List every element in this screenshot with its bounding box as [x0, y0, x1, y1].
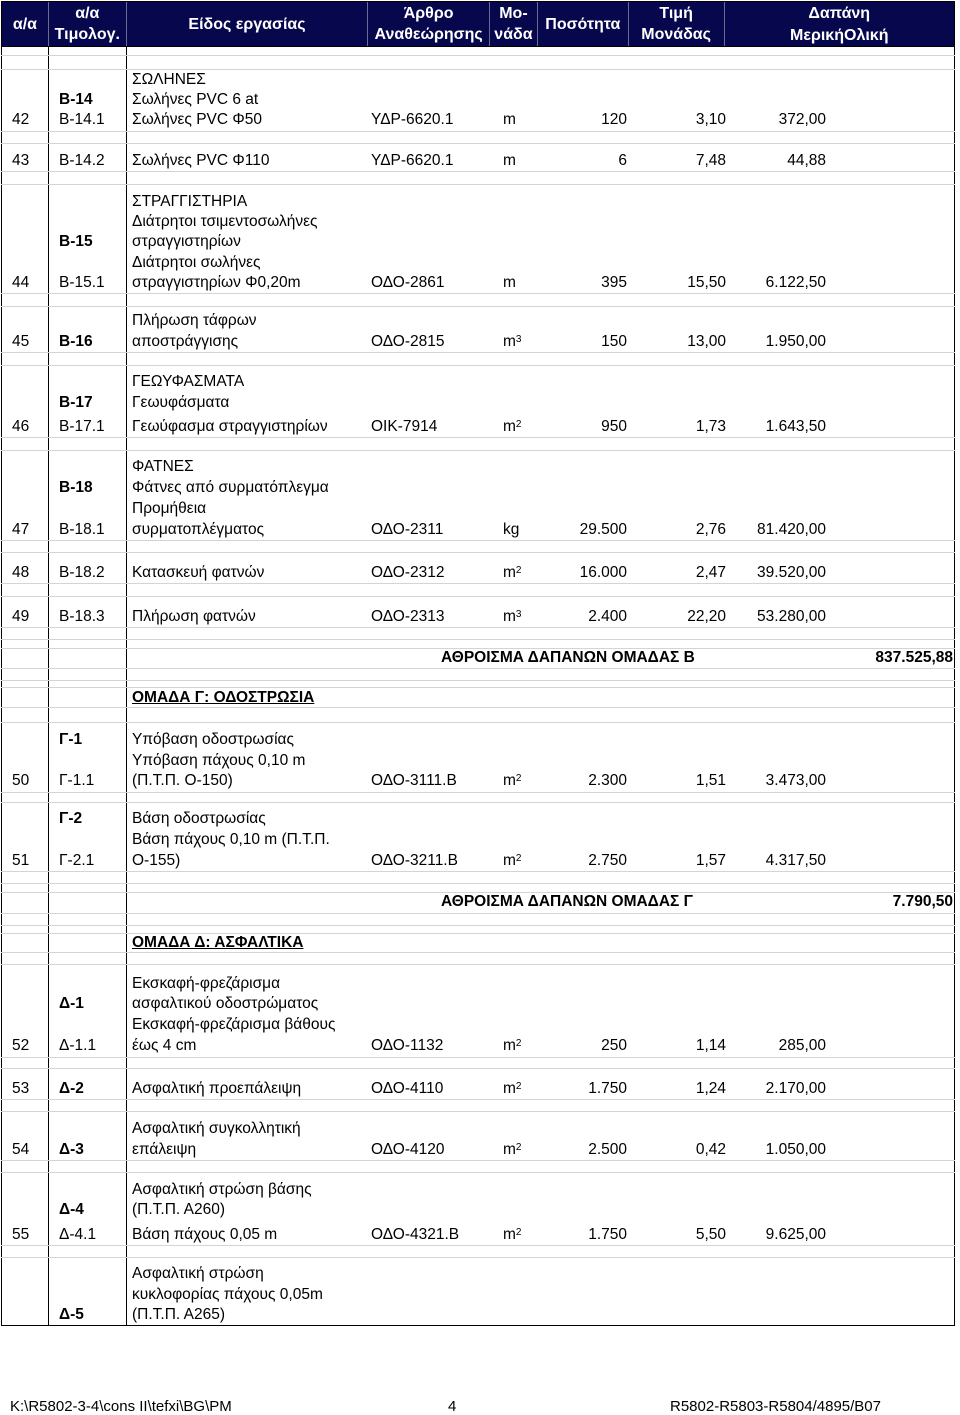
row-separator — [1, 1099, 955, 1100]
work-description: Διάτρητοι σωλήνες — [132, 254, 261, 271]
partial-cost: 1.950,00 — [765, 333, 826, 350]
row-separator — [1, 293, 955, 294]
footer-file-path: K:\R5802-3-4\cons II\tefxi\BG\PM — [10, 1398, 232, 1415]
item-code: Β-18.2 — [59, 564, 105, 581]
work-description: Ασφαλτική στρώση — [132, 1265, 264, 1282]
work-description: ΣΤΡΑΓΓΙΣΤΗΡΙΑ — [132, 193, 248, 210]
item-code: Β-17 — [59, 394, 93, 411]
item-code: Β-17.1 — [59, 418, 105, 435]
row-separator — [1, 437, 955, 438]
unit: m — [503, 111, 516, 128]
unit-exponent: 2 — [515, 773, 522, 784]
row-separator — [1, 802, 955, 803]
row-separator — [1, 365, 955, 366]
row-separator — [1, 55, 955, 56]
header-arthro: Άρθρο Αναθεώρησης — [368, 2, 490, 46]
partial-cost: 39.520,00 — [757, 564, 826, 581]
unit-price: 0,42 — [695, 1141, 726, 1158]
row-number: 53 — [12, 1080, 30, 1097]
item-code: Β-16 — [59, 333, 93, 350]
unit: m — [503, 274, 516, 291]
unit-price: 2,76 — [695, 521, 726, 538]
item-code: Β-18.3 — [59, 608, 105, 625]
revision-article: ΥΔΡ-6620.1 — [371, 111, 454, 128]
row-separator — [1, 925, 955, 926]
footer-reference: R5802-R5803-R5804/4895/B07 — [670, 1398, 881, 1415]
quantity: 1.750 — [588, 1226, 627, 1243]
row-number: 50 — [12, 772, 30, 789]
row-separator — [1, 131, 955, 132]
header-dapani — [725, 2, 955, 46]
row-separator — [1, 1172, 955, 1173]
quantity: 2.500 — [588, 1141, 627, 1158]
row-number: 54 — [12, 1141, 30, 1158]
row-separator — [1, 627, 955, 628]
group-total: 7.790,50 — [892, 893, 953, 910]
row-separator — [1, 1111, 955, 1112]
row-number: 45 — [12, 333, 30, 350]
row-number: 44 — [12, 274, 30, 291]
partial-cost: 9.625,00 — [765, 1226, 826, 1243]
item-code: Δ-4.1 — [59, 1226, 97, 1243]
revision-article: ΟΔΟ-4110 — [371, 1080, 444, 1097]
item-code: Β-14.2 — [59, 152, 105, 169]
work-description: ΟΜΑΔΑ Δ: ΑΣΦΑΛΤΙΚΑ — [132, 934, 304, 951]
group-sum-label: ΑΘΡΟΙΣΜΑ ΔΑΠΑΝΩΝ ΟΜΑΔΑΣ Β — [441, 649, 695, 666]
item-code: Β-15 — [59, 233, 93, 250]
unit-exponent: 3 — [515, 609, 522, 620]
work-description: Σωλήνες PVC 6 at — [132, 91, 259, 108]
row-separator — [1, 722, 955, 723]
row-number: 46 — [12, 418, 30, 435]
work-description: στραγγιστηρίων — [132, 233, 241, 250]
revision-article: ΟΔΟ-2861 — [371, 274, 445, 291]
row-separator — [1, 540, 955, 541]
unit: $m^2$ — [503, 564, 522, 581]
header-aa: α/α — [2, 2, 49, 46]
work-description: έως 4 cm — [132, 1037, 197, 1054]
partial-cost: 1.050,00 — [765, 1141, 826, 1158]
work-description: Ασφαλτική προεπάλειψη — [132, 1080, 302, 1097]
unit: m — [503, 152, 516, 169]
row-number: 47 — [12, 521, 30, 538]
unit-exponent: 2 — [515, 419, 522, 430]
header-aa-timolog: α/α Τιμολογ. — [49, 2, 127, 46]
item-code: Δ-4 — [59, 1201, 84, 1218]
item-code: Γ-1.1 — [59, 772, 95, 789]
work-description: ΦΑΤΝΕΣ — [132, 458, 194, 475]
partial-cost: 44,88 — [787, 152, 826, 169]
row-separator — [1, 184, 955, 185]
row-separator — [1, 792, 955, 793]
row-separator — [1, 964, 955, 965]
header-oliki: Ολική — [844, 26, 889, 44]
item-code: Β-18 — [59, 479, 93, 496]
unit-price: 15,50 — [687, 274, 726, 291]
header-dapani-label: Δαπάνη — [808, 4, 871, 22]
row-separator — [1, 450, 955, 451]
quantity: 950 — [601, 418, 627, 435]
unit-price: 1,57 — [695, 852, 726, 869]
revision-article: ΟΔΟ-4321.Β — [371, 1226, 460, 1243]
row-separator — [1, 596, 955, 597]
row-number: 49 — [12, 608, 30, 625]
revision-article: ΟΔΟ-4120 — [371, 1141, 445, 1158]
work-description: ΓΕΩΥΦΑΣΜΑΤΑ — [132, 373, 245, 390]
row-number: 51 — [12, 852, 30, 869]
header-eidos-ergasias: Είδος εργασίας — [127, 2, 368, 46]
work-description: αποστράγγισης — [132, 333, 239, 350]
item-code: Β-18.1 — [59, 521, 105, 538]
work-description: (Π.Τ.Π. Α260) — [132, 1201, 226, 1218]
partial-cost: 1.643,50 — [765, 418, 826, 435]
work-description: Ασφαλτική συγκολλητική — [132, 1120, 301, 1137]
row-separator — [1, 883, 955, 884]
revision-article: ΟΔΟ-2312 — [371, 564, 445, 581]
work-description: ΟΜΑΔΑ Γ: ΟΔΟΣΤΡΩΣΙΑ — [132, 689, 315, 706]
work-description: Προμήθεια — [132, 500, 207, 517]
header-meriki: Μερική — [790, 26, 844, 44]
work-description: Βάση πάχους 0,05 m — [132, 1226, 278, 1243]
row-separator — [1, 583, 955, 584]
quantity: 6 — [618, 152, 627, 169]
unit-price: 7,48 — [695, 152, 726, 169]
item-code: Δ-1.1 — [59, 1037, 97, 1054]
unit-price: 5,50 — [695, 1226, 726, 1243]
work-description: κυκλοφορίας πάχους 0,05m — [132, 1286, 323, 1303]
revision-article: ΟΔΟ-2313 — [371, 608, 445, 625]
unit: $m^3$ — [503, 333, 522, 350]
unit-price: 1,51 — [695, 772, 726, 789]
row-separator — [1, 69, 955, 70]
row-separator — [1, 933, 955, 934]
work-description: Πλήρωση φατνών — [132, 608, 256, 625]
item-code: Δ-3 — [59, 1141, 84, 1158]
row-separator — [1, 552, 955, 553]
header-monada: Μο- νάδα — [490, 2, 538, 46]
row-separator — [1, 668, 955, 669]
row-separator — [1, 892, 955, 893]
unit-exponent: 2 — [515, 565, 522, 576]
work-description: επάλειψη — [132, 1141, 197, 1158]
work-description: Φάτνες από συρματόπλεγμα — [132, 479, 329, 496]
quantity: 16.000 — [579, 564, 627, 581]
quantity: 2.750 — [588, 852, 627, 869]
row-separator — [1, 1057, 955, 1058]
work-description: Εκσκαφή-φρεζάρισμα — [132, 975, 281, 992]
work-description: Πλήρωση τάφρων — [132, 312, 257, 329]
unit-price: 1,73 — [695, 418, 726, 435]
work-description: Σωλήνες PVC Φ50 — [132, 111, 262, 128]
row-separator — [1, 1257, 955, 1258]
quantity: 1.750 — [588, 1080, 627, 1097]
row-number: 52 — [12, 1037, 30, 1054]
unit: $m^2$ — [503, 1141, 522, 1158]
partial-cost: 2.170,00 — [765, 1080, 826, 1097]
quantity: 250 — [601, 1037, 627, 1054]
row-separator — [1, 687, 955, 688]
unit-exponent: 2 — [515, 1081, 522, 1092]
partial-cost: 285,00 — [778, 1037, 826, 1054]
quantity: 395 — [601, 274, 627, 291]
row-separator — [1, 171, 955, 172]
work-description: Υπόβαση πάχους 0,10 m — [132, 752, 306, 769]
unit-price: 22,20 — [687, 608, 726, 625]
partial-cost: 372,00 — [778, 111, 826, 128]
row-separator — [1, 680, 955, 681]
partial-cost: 4.317,50 — [765, 852, 826, 869]
unit: $m^2$ — [503, 1080, 522, 1097]
work-description: Ο-155) — [132, 852, 181, 869]
work-description: (Π.Τ.Π. Ο-150) — [132, 772, 233, 789]
quantity: 29.500 — [579, 521, 627, 538]
unit-exponent: 3 — [515, 334, 522, 345]
group-total: 837.525,88 — [875, 649, 953, 666]
unit-price: 13,00 — [687, 333, 726, 350]
table-header — [1, 1, 955, 47]
group-sum-label: ΑΘΡΟΙΣΜΑ ΔΑΠΑΝΩΝ ΟΜΑΔΑΣ Γ — [441, 893, 693, 910]
table-bottom-border — [1, 1325, 955, 1326]
work-description: Κατασκευή φατνών — [132, 564, 265, 581]
work-description: (Π.Τ.Π. Α265) — [132, 1306, 226, 1323]
item-code: Β-14 — [59, 91, 93, 108]
unit: $m^2$ — [503, 852, 522, 869]
work-description: ΣΩΛΗΝΕΣ — [132, 71, 206, 88]
work-description: Ασφαλτική στρώση βάσης — [132, 1181, 312, 1198]
partial-cost: 6.122,50 — [765, 274, 826, 291]
row-separator — [1, 871, 955, 872]
row-number: 55 — [12, 1226, 30, 1243]
quantity: 120 — [601, 111, 627, 128]
row-separator — [1, 306, 955, 307]
quantity: 150 — [601, 333, 627, 350]
item-code: Δ-5 — [59, 1306, 84, 1323]
revision-article: ΟΔΟ-1132 — [371, 1037, 444, 1054]
row-separator — [1, 1068, 955, 1069]
unit-price: 1,24 — [695, 1080, 726, 1097]
work-description: συρματοπλέγματος — [132, 521, 265, 538]
row-number: 42 — [12, 111, 30, 128]
row-number: 43 — [12, 152, 30, 169]
bill-of-quantities-table — [1, 1, 957, 1326]
work-description: Σωλήνες PVC Φ110 — [132, 152, 270, 169]
footer-page-number: 4 — [448, 1398, 457, 1415]
row-separator — [1, 1160, 955, 1161]
partial-cost: 3.473,00 — [765, 772, 826, 789]
work-description: Υπόβαση οδοστρωσίας — [132, 731, 294, 748]
item-code: Γ-2.1 — [59, 852, 95, 869]
row-separator — [1, 1245, 955, 1246]
work-description: Γεωύφασμα στραγγιστηρίων — [132, 418, 328, 435]
partial-cost: 53.280,00 — [757, 608, 826, 625]
row-separator — [1, 648, 955, 649]
row-separator — [1, 352, 955, 353]
item-code: Γ-2 — [59, 810, 83, 827]
unit-price: 1,14 — [695, 1037, 726, 1054]
row-separator — [1, 952, 955, 953]
item-code: Δ-1 — [59, 995, 84, 1012]
unit: $m^2$ — [503, 418, 522, 435]
unit: $m^2$ — [503, 1226, 522, 1243]
unit: $m^2$ — [503, 1037, 522, 1054]
row-separator — [1, 143, 955, 144]
revision-article: ΟΔΟ-2311 — [371, 521, 444, 538]
work-description: Διάτρητοι τσιμεντοσωλήνες — [132, 213, 318, 230]
row-separator — [1, 639, 955, 640]
revision-article: ΟΔΟ-3211.Β — [371, 852, 458, 869]
unit-exponent: 2 — [515, 1038, 522, 1049]
quantity: 2.400 — [588, 608, 627, 625]
unit-exponent: 2 — [515, 853, 522, 864]
revision-article: ΟΔΟ-3111.Β — [371, 772, 457, 789]
work-description: Εκσκαφή-φρεζάρισμα βάθους — [132, 1016, 336, 1033]
work-description: στραγγιστηρίων Φ0,20m — [132, 274, 301, 291]
unit: kg — [503, 521, 520, 538]
item-code: Δ-2 — [59, 1080, 84, 1097]
item-code: Β-15.1 — [59, 274, 105, 291]
unit: $m^3$ — [503, 608, 522, 625]
item-code: Β-14.1 — [59, 111, 105, 128]
work-description: Βάση πάχους 0,10 m (Π.Τ.Π. — [132, 831, 330, 848]
header-posotita: Ποσότητα — [538, 2, 629, 46]
unit-price: 3,10 — [695, 111, 726, 128]
unit-exponent: 2 — [515, 1227, 522, 1238]
row-separator — [1, 913, 955, 914]
partial-cost: 81.420,00 — [757, 521, 826, 538]
header-timi-monadas: Τιμή Μονάδας — [629, 2, 725, 46]
unit-price: 2,47 — [695, 564, 726, 581]
work-description: ασφαλτικού οδοστρώματος — [132, 995, 319, 1012]
item-code: Γ-1 — [59, 731, 83, 748]
row-number: 48 — [12, 564, 30, 581]
quantity: 2.300 — [588, 772, 627, 789]
revision-article: ΥΔΡ-6620.1 — [371, 152, 454, 169]
work-description: Βάση οδοστρωσίας — [132, 810, 266, 827]
revision-article: ΟΔΟ-2815 — [371, 333, 445, 350]
revision-article: ΟΙΚ-7914 — [371, 418, 438, 435]
unit-exponent: 2 — [515, 1142, 522, 1153]
work-description: Γεωυφάσματα — [132, 394, 230, 411]
row-separator — [1, 707, 955, 708]
unit: $m^2$ — [503, 772, 522, 789]
